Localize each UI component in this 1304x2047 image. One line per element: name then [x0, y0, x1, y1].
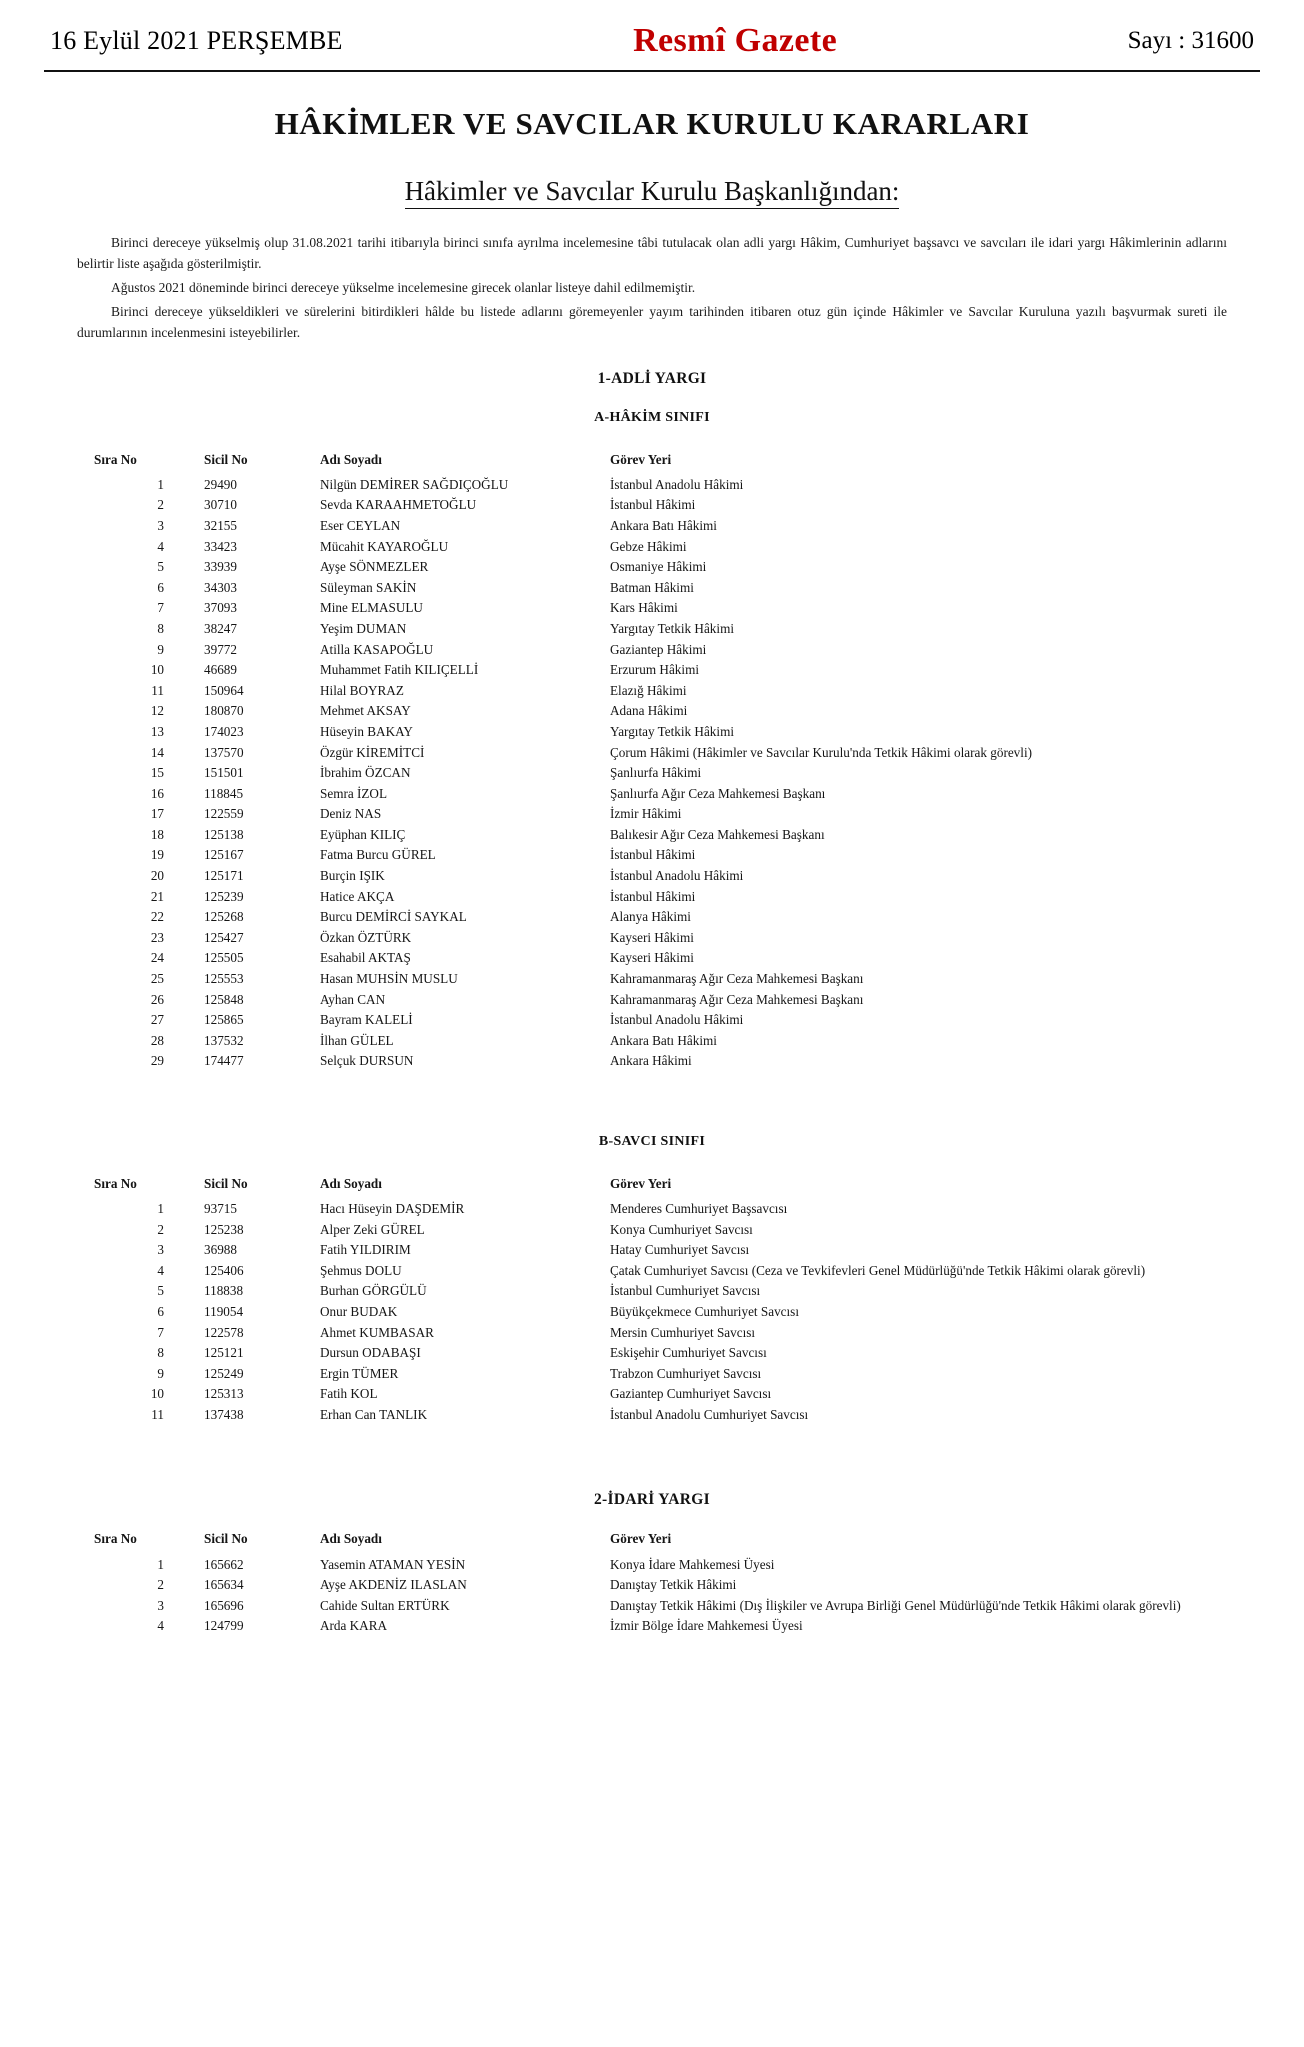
cell-ad: İlhan GÜLEL: [320, 1032, 394, 1048]
cell-sira: 11: [151, 1406, 164, 1422]
cell-ad: Sevda KARAAHMETOĞLU: [320, 497, 477, 513]
cell-sira: 17: [150, 806, 164, 822]
cell-gorev: Kahramanmaraş Ağır Ceza Mahkemesi Başkanı: [610, 991, 864, 1007]
cell-ad: Şehmus DOLU: [320, 1262, 402, 1278]
cell-sira: 24: [150, 950, 164, 966]
cell-sicil: 125138: [204, 826, 244, 842]
cell-gorev: Danıştay Tetkik Hâkimi: [610, 1577, 737, 1593]
table-row: [72, 1405, 1232, 1426]
cell-sira: 8: [157, 620, 164, 636]
cell-sicil: 151501: [204, 765, 244, 781]
cell-sicil: 37093: [204, 600, 237, 616]
cell-gorev: Şanlıurfa Ağır Ceza Mahkemesi Başkanı: [610, 785, 826, 801]
cell-ad: Mücahit KAYAROĞLU: [320, 538, 449, 554]
cell-ad: Hilal BOYRAZ: [320, 682, 404, 698]
table-row: [72, 660, 1232, 681]
column-header-sicil: Sicil No: [204, 451, 248, 467]
cell-gorev: Yargıtay Tetkik Hâkimi: [610, 620, 734, 636]
column-header-sicil: Sicil No: [204, 1531, 248, 1547]
cell-gorev: Ankara Batı Hâkimi: [610, 1032, 717, 1048]
cell-ad: Arda KARA: [320, 1618, 388, 1634]
cell-sicil: 174023: [204, 723, 244, 739]
table-row: [72, 1051, 1232, 1072]
cell-gorev: Büyükçekmece Cumhuriyet Savcısı: [610, 1303, 799, 1319]
cell-ad: Hasan MUHSİN MUSLU: [320, 971, 458, 987]
cell-ad: Özkan ÖZTÜRK: [320, 929, 412, 945]
cell-sira: 3: [157, 517, 164, 533]
cell-ad: Selçuk DURSUN: [320, 1053, 414, 1069]
intro-paragraph: Birinci dereceye yükselmiş olup 31.08.2021 tarihi itibarıyla birinci sınıfa ayrılma incelemesine tâbi tutulacak olan adli yargı Hâkim, Cumhuriyet başsavcı ve savcıları ile idari yargı Hâkimlerinin adlarını belirtir liste aşağıda gösterilmiştir.: [77, 235, 1227, 271]
cell-sicil: 33423: [204, 538, 237, 554]
table-body-savci-sinifi: [72, 1199, 1232, 1426]
spacer: [44, 1431, 1260, 1465]
cell-sicil: 125553: [204, 971, 244, 987]
table-row: [72, 619, 1232, 640]
cell-sira: 4: [157, 538, 164, 554]
cell-ad: Ayşe AKDENİZ ILASLAN: [320, 1577, 467, 1593]
table-row: [72, 866, 1232, 887]
cell-ad: Semra İZOL: [320, 785, 388, 801]
cell-sira: 10: [150, 662, 164, 678]
cell-sira: 14: [150, 744, 164, 760]
table-row: [72, 1281, 1232, 1302]
table-body-hakim-sinifi: [72, 475, 1232, 1072]
cell-sicil: 125121: [204, 1345, 244, 1361]
cell-gorev: İstanbul Anadolu Cumhuriyet Savcısı: [610, 1406, 809, 1422]
column-header-sira: Sıra No: [94, 451, 137, 467]
cell-gorev: Şanlıurfa Hâkimi: [610, 765, 702, 781]
cell-ad: Hüseyin BAKAY: [320, 723, 413, 739]
cell-sicil: 118845: [204, 785, 244, 801]
table-row: [72, 989, 1232, 1010]
table-row: [72, 1575, 1232, 1596]
cell-ad: Erhan Can TANLIK: [320, 1406, 428, 1422]
cell-sira: 18: [150, 826, 164, 842]
cell-ad: İbrahim ÖZCAN: [320, 765, 411, 781]
cell-sira: 15: [150, 765, 164, 781]
cell-sira: 28: [150, 1032, 164, 1048]
table-row: [72, 1199, 1232, 1220]
cell-sicil: 33939: [204, 559, 237, 575]
cell-ad: Burhan GÖRGÜLÜ: [320, 1283, 427, 1299]
cell-sicil: 165634: [204, 1577, 244, 1593]
table-row: [72, 681, 1232, 702]
cell-gorev: Kayseri Hâkimi: [610, 929, 694, 945]
column-header-ad: Adı Soyadı: [320, 1531, 382, 1547]
cell-sicil: 180870: [204, 703, 244, 719]
cell-sira: 22: [150, 909, 164, 925]
cell-sicil: 125171: [204, 868, 244, 884]
cell-gorev: İstanbul Anadolu Hâkimi: [610, 1012, 744, 1028]
cell-sicil: 137570: [204, 744, 244, 760]
table-row: [72, 1219, 1232, 1240]
column-header-ad: Adı Soyadı: [320, 1175, 382, 1191]
table-row: [72, 1554, 1232, 1575]
cell-ad: Mehmet AKSAY: [320, 703, 411, 719]
table-row: [72, 578, 1232, 599]
cell-sicil: 125167: [204, 847, 244, 863]
table-row: [72, 1240, 1232, 1261]
cell-sira: 12: [150, 703, 164, 719]
table-row: [72, 845, 1232, 866]
table-header-row: [72, 1176, 1232, 1199]
cell-gorev: Gaziantep Cumhuriyet Savcısı: [610, 1386, 772, 1402]
table-row: [72, 1010, 1232, 1031]
table-row: [72, 928, 1232, 949]
issuing-authority-text: Hâkimler ve Savcılar Kurulu Başkanlığından:: [405, 176, 900, 209]
cell-sicil: 118838: [204, 1283, 244, 1299]
cell-gorev: Erzurum Hâkimi: [610, 662, 699, 678]
issuing-authority: [44, 176, 1260, 207]
table-row: [72, 886, 1232, 907]
cell-gorev: Ankara Batı Hâkimi: [610, 517, 717, 533]
cell-gorev: Yargıtay Tetkik Hâkimi: [610, 723, 734, 739]
cell-ad: Burçin IŞIK: [320, 868, 385, 884]
subsection-heading-hakim-sinifi: A-HÂKİM SINIFI: [594, 409, 710, 425]
cell-sira: 21: [150, 888, 164, 904]
cell-ad: Ayhan CAN: [320, 991, 386, 1007]
cell-ad: Nilgün DEMİRER SAĞDIÇOĞLU: [320, 476, 509, 492]
cell-sira: 9: [157, 641, 164, 657]
cell-ad: Özgür KİREMİTCİ: [320, 744, 425, 760]
masthead-title: Resmî Gazete: [633, 22, 838, 59]
cell-sicil: 34303: [204, 579, 237, 595]
cell-sicil: 165696: [204, 1597, 244, 1613]
cell-sira: 16: [150, 785, 164, 801]
cell-gorev: İstanbul Hâkimi: [610, 847, 696, 863]
spacer: [44, 1078, 1260, 1112]
table-row: [72, 1322, 1232, 1343]
cell-gorev: İstanbul Cumhuriyet Savcısı: [610, 1283, 761, 1299]
cell-ad: Eyüphan KILIÇ: [320, 826, 406, 842]
cell-ad: Esahabil AKTAŞ: [320, 950, 411, 966]
table-row: [72, 701, 1232, 722]
column-header-gorev: Görev Yeri: [610, 1531, 672, 1547]
cell-sicil: 32155: [204, 517, 237, 533]
column-header-ad: Adı Soyadı: [320, 451, 382, 467]
cell-sira: 5: [157, 559, 164, 575]
cell-ad: Burcu DEMİRCİ SAYKAL: [320, 909, 467, 925]
table-row: [72, 557, 1232, 578]
column-header-gorev: Görev Yeri: [610, 451, 672, 467]
subsection-heading-savci-sinifi: B-SAVCI SINIFI: [598, 1133, 706, 1149]
cell-sicil: 38247: [204, 620, 237, 636]
cell-ad: Ahmet KUMBASAR: [320, 1324, 434, 1340]
table-row: [72, 1261, 1232, 1282]
cell-sicil: 39772: [204, 641, 237, 657]
cell-ad: Bayram KALELİ: [320, 1012, 413, 1028]
cell-sicil: 150964: [204, 682, 244, 698]
cell-sicil: 122559: [204, 806, 244, 822]
cell-ad: Onur BUDAK: [320, 1303, 398, 1319]
cell-sira: 2: [157, 497, 164, 513]
cell-sicil: 125848: [204, 991, 244, 1007]
table-row: [72, 907, 1232, 928]
section-heading-idari-yargi: 2-İDARİ YARGI: [593, 1491, 710, 1509]
cell-gorev: İzmir Hâkimi: [610, 806, 682, 822]
cell-sicil: 125406: [204, 1262, 244, 1278]
cell-sira: 3: [157, 1597, 164, 1613]
cell-sira: 13: [150, 723, 164, 739]
cell-sicil: 125249: [204, 1365, 244, 1381]
cell-sicil: 165662: [204, 1556, 244, 1572]
cell-ad: Hatice AKÇA: [320, 888, 395, 904]
cell-ad: Eser CEYLAN: [320, 517, 401, 533]
cell-ad: Fatih YILDIRIM: [320, 1242, 411, 1258]
cell-ad: Yasemin ATAMAN YESİN: [320, 1556, 466, 1572]
cell-gorev: Adana Hâkimi: [610, 703, 688, 719]
table-row: [72, 948, 1232, 969]
cell-gorev: Alanya Hâkimi: [610, 909, 691, 925]
intro-paragraphs: [77, 233, 1227, 344]
masthead: [44, 22, 1260, 70]
page-title: HÂKİMLER VE SAVCILAR KURULU KARARLARI: [274, 106, 1030, 141]
intro-paragraph: Ağustos 2021 döneminde birinci dereceye yükselme incelemesine girecek olanlar listeye dahil edilmemiştir.: [111, 279, 696, 295]
cell-gorev: İstanbul Hâkimi: [610, 497, 696, 513]
table-row: [72, 784, 1232, 805]
cell-sira: 9: [157, 1365, 164, 1381]
cell-sicil: 46689: [204, 662, 237, 678]
cell-ad: Yeşim DUMAN: [320, 620, 407, 636]
cell-gorev: İstanbul Hâkimi: [610, 888, 696, 904]
cell-ad: Mine ELMASULU: [320, 600, 423, 616]
cell-gorev: Kahramanmaraş Ağır Ceza Mahkemesi Başkanı: [610, 971, 864, 987]
column-header-sira: Sıra No: [94, 1531, 137, 1547]
cell-ad: Muhammet Fatih KILIÇELLİ: [320, 662, 479, 678]
masthead-date: 16 Eylül 2021 PERŞEMBE: [50, 26, 343, 55]
cell-ad: Fatih KOL: [320, 1386, 378, 1402]
cell-sicil: 125238: [204, 1221, 244, 1237]
table-header-row: [72, 452, 1232, 475]
table-row: [72, 1596, 1232, 1617]
table-row: [72, 536, 1232, 557]
cell-sicil: 174477: [204, 1053, 244, 1069]
table-row: [72, 495, 1232, 516]
cell-sicil: 125505: [204, 950, 244, 966]
table-row: [72, 1031, 1232, 1052]
cell-sicil: 93715: [204, 1201, 237, 1217]
cell-sira: 1: [157, 1556, 164, 1572]
cell-gorev: Balıkesir Ağır Ceza Mahkemesi Başkanı: [610, 826, 825, 842]
section-heading-adli-yargi: 1-ADLİ YARGI: [597, 369, 707, 387]
cell-sira: 25: [150, 971, 164, 987]
cell-gorev: Hatay Cumhuriyet Savcısı: [610, 1242, 750, 1258]
cell-ad: Ergin TÜMER: [320, 1365, 399, 1381]
cell-ad: Dursun ODABAŞI: [320, 1345, 421, 1361]
table-body-idari-yargi: [72, 1554, 1232, 1636]
column-header-gorev: Görev Yeri: [610, 1175, 672, 1191]
cell-gorev: Batman Hâkimi: [610, 579, 694, 595]
cell-sira: 20: [150, 868, 164, 884]
table-row: [72, 1364, 1232, 1385]
cell-gorev: İstanbul Anadolu Hâkimi: [610, 476, 744, 492]
table-row: [72, 969, 1232, 990]
cell-sicil: 119054: [204, 1303, 244, 1319]
table-row: [72, 1302, 1232, 1323]
cell-gorev: Danıştay Tetkik Hâkimi (Dış İlişkiler ve Avrupa Birliği Genel Müdürlüğü'nde Tetkik Hâkimi olarak görevli): [610, 1597, 1181, 1613]
table-row: [72, 742, 1232, 763]
cell-ad: Süleyman SAKİN: [320, 579, 417, 595]
cell-gorev: Ankara Hâkimi: [610, 1053, 692, 1069]
cell-ad: Ayşe SÖNMEZLER: [320, 559, 429, 575]
cell-gorev: Trabzon Cumhuriyet Savcısı: [610, 1365, 762, 1381]
cell-sira: 7: [157, 600, 164, 616]
cell-ad: Atilla KASAPOĞLU: [320, 641, 434, 657]
cell-sira: 8: [157, 1345, 164, 1361]
cell-gorev: Çatak Cumhuriyet Savcısı (Ceza ve Tevkifevleri Genel Müdürlüğü'nde Tetkik Hâkimi olarak görevli): [610, 1262, 1146, 1278]
cell-sira: 23: [150, 929, 164, 945]
table-row: [72, 763, 1232, 784]
cell-gorev: Gaziantep Hâkimi: [610, 641, 707, 657]
cell-sicil: 30710: [204, 497, 237, 513]
cell-sira: 10: [150, 1386, 164, 1402]
cell-sicil: 125865: [204, 1012, 244, 1028]
cell-sicil: 125427: [204, 929, 244, 945]
cell-sira: 4: [157, 1618, 164, 1634]
cell-sira: 7: [157, 1324, 164, 1340]
table-row: [72, 804, 1232, 825]
cell-sira: 19: [150, 847, 164, 863]
cell-gorev: Mersin Cumhuriyet Savcısı: [610, 1324, 756, 1340]
cell-sicil: 137438: [204, 1406, 244, 1422]
table-hakim-sinifi: [72, 452, 1232, 1072]
intro-paragraph: Birinci dereceye yükseldikleri ve sürelerini bitirdikleri hâlde bu listede adlarını göremeyenler yayım tarihinden itibaren otuz gün içinde Hâkimler ve Savcılar Kuruluna yazılı başvurmak sureti ile durumlarının incelenmesini isteyebilirler.: [77, 303, 1227, 340]
cell-sira: 2: [157, 1221, 164, 1237]
cell-sira: 26: [150, 991, 164, 1007]
table-row: [72, 639, 1232, 660]
table-idari-yargi: [72, 1531, 1232, 1636]
cell-sicil: 36988: [204, 1242, 237, 1258]
cell-gorev: İzmir Bölge İdare Mahkemesi Üyesi: [610, 1618, 803, 1634]
cell-ad: Fatma Burcu GÜREL: [320, 847, 436, 863]
cell-sira: 1: [157, 1201, 164, 1217]
table-row: [72, 825, 1232, 846]
cell-gorev: Osmaniye Hâkimi: [610, 559, 707, 575]
table-row: [72, 1343, 1232, 1364]
cell-sira: 2: [157, 1577, 164, 1593]
table-row: [72, 475, 1232, 496]
cell-sira: 29: [150, 1053, 164, 1069]
cell-sicil: 125313: [204, 1386, 244, 1402]
cell-gorev: Kayseri Hâkimi: [610, 950, 694, 966]
cell-sicil: 125268: [204, 909, 244, 925]
cell-sira: 27: [150, 1012, 164, 1028]
cell-gorev: Çorum Hâkimi (Hâkimler ve Savcılar Kurulu'nda Tetkik Hâkimi olarak görevli): [610, 744, 1032, 760]
cell-ad: Deniz NAS: [320, 806, 382, 822]
cell-gorev: Kars Hâkimi: [610, 600, 678, 616]
cell-gorev: Elazığ Hâkimi: [610, 682, 687, 698]
masthead-issue: Sayı : 31600: [1127, 27, 1254, 54]
cell-gorev: Menderes Cumhuriyet Başsavcısı: [610, 1201, 788, 1217]
cell-sira: 4: [157, 1262, 164, 1278]
cell-sicil: 125239: [204, 888, 244, 904]
table-row: [72, 598, 1232, 619]
cell-sira: 1: [157, 476, 164, 492]
cell-sira: 5: [157, 1283, 164, 1299]
column-header-sicil: Sicil No: [204, 1175, 248, 1191]
cell-sicil: 124799: [204, 1618, 244, 1634]
column-header-sira: Sıra No: [94, 1175, 137, 1191]
cell-ad: Cahide Sultan ERTÜRK: [320, 1597, 450, 1613]
masthead-divider: [44, 70, 1260, 72]
cell-gorev: İstanbul Anadolu Hâkimi: [610, 868, 744, 884]
cell-gorev: Konya İdare Mahkemesi Üyesi: [610, 1556, 775, 1572]
cell-gorev: Gebze Hâkimi: [610, 538, 687, 554]
cell-gorev: Eskişehir Cumhuriyet Savcısı: [610, 1345, 767, 1361]
cell-ad: Hacı Hüseyin DAŞDEMİR: [320, 1201, 465, 1217]
cell-sira: 3: [157, 1242, 164, 1258]
cell-ad: Alper Zeki GÜREL: [320, 1221, 425, 1237]
cell-sicil: 29490: [204, 476, 237, 492]
cell-sira: 6: [157, 579, 164, 595]
table-row: [72, 516, 1232, 537]
cell-sicil: 122578: [204, 1324, 244, 1340]
cell-gorev: Konya Cumhuriyet Savcısı: [610, 1221, 753, 1237]
cell-sicil: 137532: [204, 1032, 244, 1048]
table-row: [72, 722, 1232, 743]
table-row: [72, 1384, 1232, 1405]
table-header-row: [72, 1531, 1232, 1554]
cell-sira: 11: [151, 682, 164, 698]
table-row: [72, 1616, 1232, 1637]
table-savci-sinifi: [72, 1176, 1232, 1426]
cell-sira: 6: [157, 1303, 164, 1319]
